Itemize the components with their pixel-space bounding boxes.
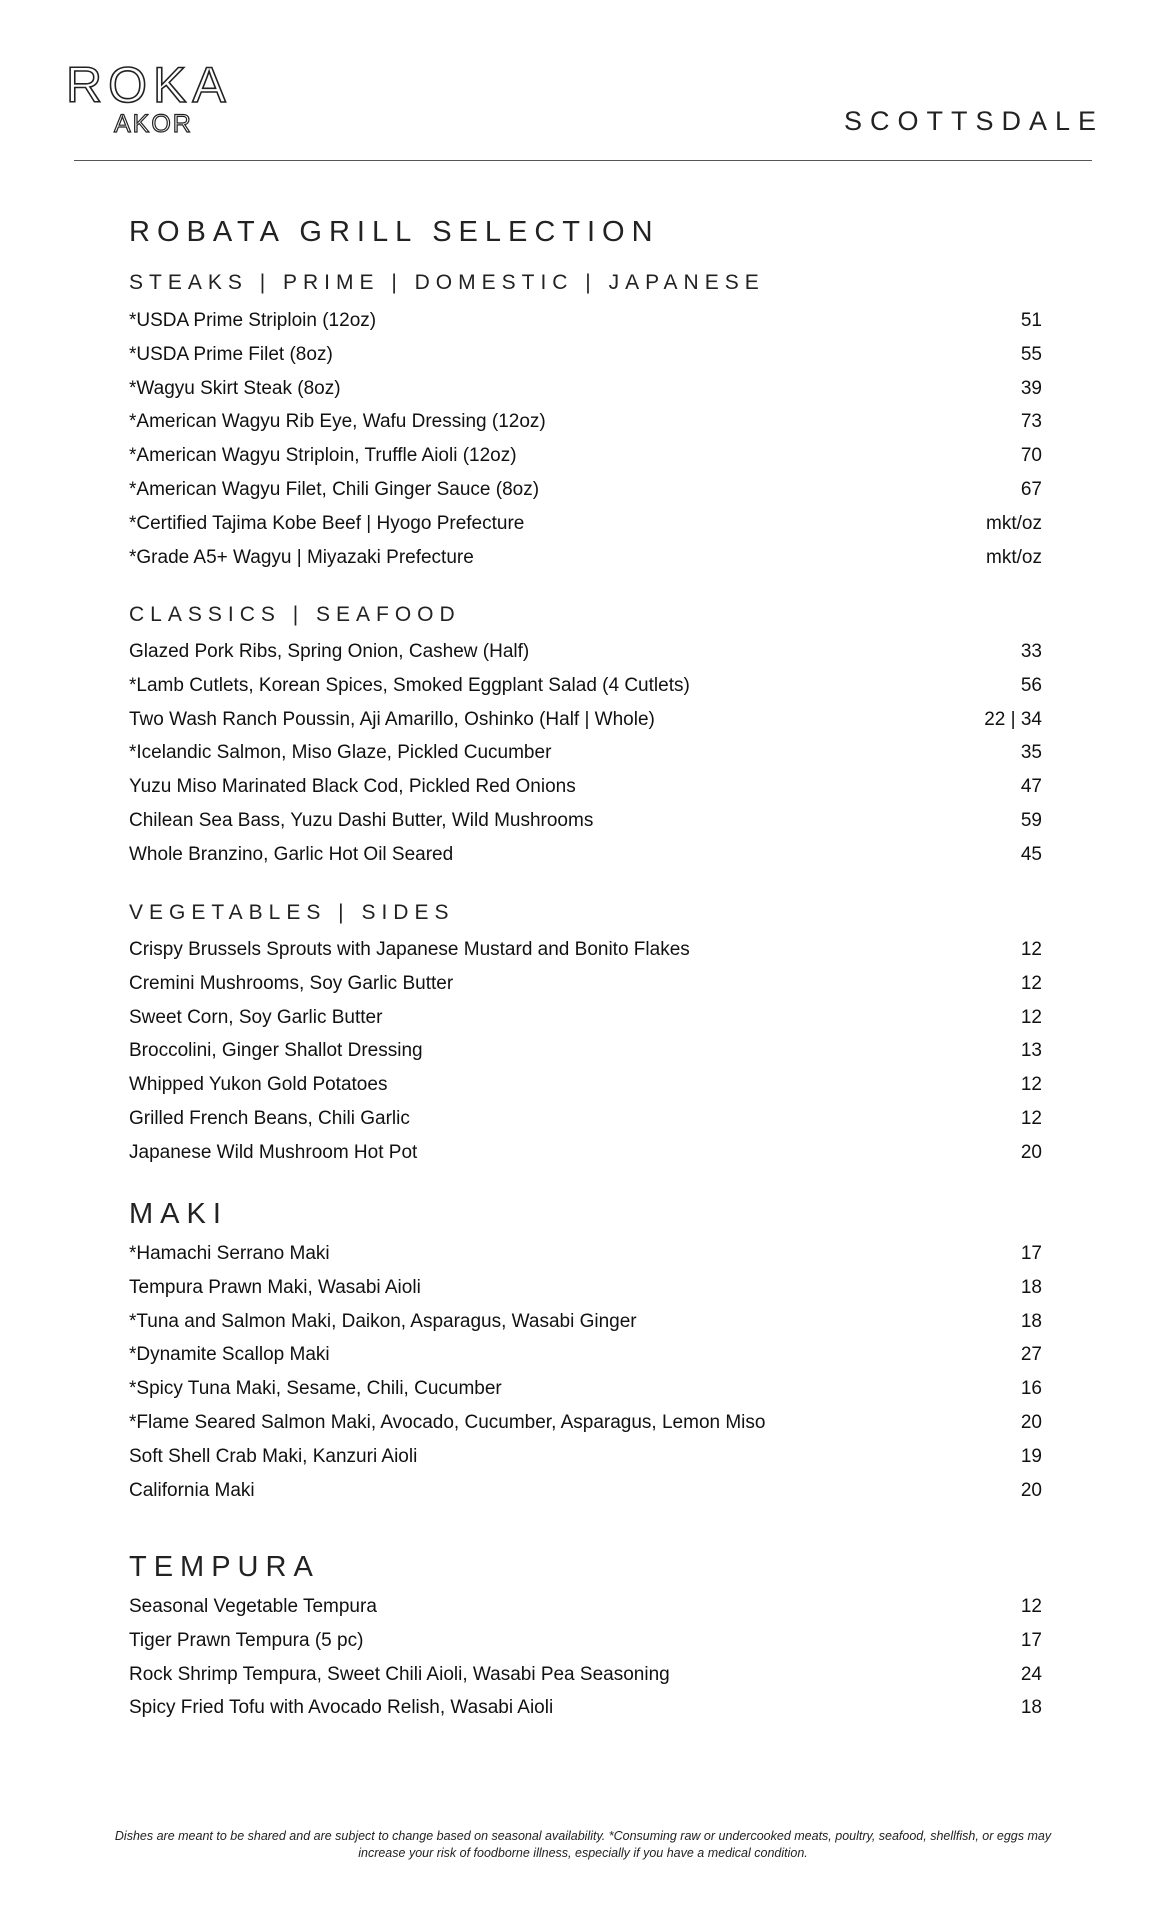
menu-item — [129, 1040, 1042, 1074]
logo-wordmark: ROKA — [66, 60, 232, 113]
menu-item — [129, 939, 1042, 973]
menu-item — [129, 411, 1042, 445]
tempura-heading: TEMPURA — [129, 1551, 320, 1583]
menu-item — [129, 1277, 1042, 1311]
item-price: 20 — [1020, 1411, 1042, 1433]
item-price: 18 — [1020, 1697, 1042, 1719]
item-name: Seasonal Vegetable Tempura — [129, 1596, 377, 1617]
item-price: 24 — [1020, 1663, 1042, 1685]
item-price: 17 — [1020, 1243, 1042, 1264]
item-name: Rock Shrimp Tempura, Sweet Chili Aioli, Wasabi Pea Seasoning — [129, 1663, 670, 1685]
item-name: California Maki — [129, 1479, 255, 1501]
item-name: *Tuna and Salmon Maki, Daikon, Asparagus, Wasabi Ginger — [129, 1310, 637, 1332]
roka-akor-logo — [66, 60, 256, 140]
item-name: *USDA Prime Filet (8oz) — [129, 343, 333, 365]
item-name: Whole Branzino, Garlic Hot Oil Seared — [129, 843, 454, 865]
menu-item — [129, 1697, 1042, 1731]
item-name: *Icelandic Salmon, Miso Glaze, Pickled Cucumber — [129, 742, 552, 764]
item-name: Tiger Prawn Tempura (5 pc) — [129, 1629, 364, 1651]
menu-item — [129, 709, 1042, 743]
item-price: 20 — [1020, 1479, 1042, 1501]
menu-item — [129, 1243, 1042, 1277]
item-price: 12 — [1020, 1074, 1042, 1096]
maki-list — [129, 1243, 1042, 1513]
item-price: mkt/oz — [986, 512, 1042, 534]
item-price: 56 — [1020, 674, 1042, 696]
item-price: 12 — [1020, 939, 1042, 960]
item-price: 51 — [1020, 310, 1042, 331]
menu-item — [129, 1344, 1042, 1378]
menu-item — [129, 445, 1042, 479]
item-name: Soft Shell Crab Maki, Kanzuri Aioli — [129, 1445, 418, 1467]
item-price: 55 — [1020, 343, 1042, 365]
classics-list — [129, 641, 1042, 878]
menu-item — [129, 973, 1042, 1007]
item-name: *Grade A5+ Wagyu | Miyazaki Prefecture — [129, 546, 474, 568]
item-price: 45 — [1020, 843, 1042, 865]
item-price: 70 — [1020, 445, 1042, 467]
item-price: 18 — [1020, 1276, 1042, 1298]
tempura-list — [129, 1596, 1042, 1731]
item-price: 17 — [1020, 1629, 1042, 1651]
item-name: *Hamachi Serrano Maki — [129, 1243, 330, 1264]
item-price: 12 — [1020, 1596, 1042, 1617]
item-price: 12 — [1020, 972, 1042, 994]
item-price: 73 — [1020, 411, 1042, 433]
item-name: *American Wagyu Striploin, Truffle Aioli (12oz) — [129, 445, 517, 467]
menu-item — [129, 810, 1042, 844]
menu-item — [129, 1664, 1042, 1698]
item-name: *American Wagyu Filet, Chili Ginger Sauce (8oz) — [129, 478, 540, 500]
item-price: 27 — [1020, 1344, 1042, 1366]
item-name: Glazed Pork Ribs, Spring Onion, Cashew (Half) — [129, 641, 530, 662]
item-name: *Flame Seared Salmon Maki, Avocado, Cucumber, Asparagus, Lemon Miso — [129, 1411, 766, 1433]
item-name: Cremini Mushrooms, Soy Garlic Butter — [129, 972, 454, 994]
item-name: *Certified Tajima Kobe Beef | Hyogo Prefecture — [129, 512, 525, 534]
logo-subwordmark: AKOR — [114, 110, 193, 138]
item-price: 18 — [1020, 1310, 1042, 1332]
item-price: 39 — [1020, 377, 1042, 399]
menu-item — [129, 310, 1042, 344]
menu-item — [129, 479, 1042, 513]
item-name: *Lamb Cutlets, Korean Spices, Smoked Eggplant Salad (4 Cutlets) — [129, 674, 690, 696]
item-price: 12 — [1020, 1006, 1042, 1028]
menu-item — [129, 675, 1042, 709]
menu-item — [129, 1108, 1042, 1142]
steaks-heading: STEAKS | PRIME | DOMESTIC | JAPANESE — [129, 271, 765, 294]
vegetables-heading: VEGETABLES | SIDES — [129, 901, 455, 924]
item-price: 19 — [1020, 1445, 1042, 1467]
item-name: Spicy Fried Tofu with Avocado Relish, Wasabi Aioli — [129, 1697, 554, 1719]
item-name: *American Wagyu Rib Eye, Wafu Dressing (12oz) — [129, 411, 546, 433]
item-name: Grilled French Beans, Chili Garlic — [129, 1107, 410, 1129]
header-divider — [74, 160, 1092, 161]
menu-item — [129, 1378, 1042, 1412]
footer-disclaimer — [60, 1828, 1106, 1862]
menu-item — [129, 1412, 1042, 1446]
item-price: 33 — [1020, 641, 1042, 662]
item-price: 47 — [1020, 776, 1042, 798]
item-name: Tempura Prawn Maki, Wasabi Aioli — [129, 1276, 421, 1298]
item-price: 22 | 34 — [984, 708, 1042, 730]
menu-item — [129, 742, 1042, 776]
disclaimer-line-1: Dishes are meant to be shared and are subject to change based on seasonal availability. *Consuming raw or undercooked meats, poultry, seafood, shellfish, or eggs may — [114, 1829, 1052, 1843]
menu-item — [129, 547, 1042, 581]
item-price: 16 — [1020, 1378, 1042, 1400]
item-price: 35 — [1020, 742, 1042, 764]
item-name: Two Wash Ranch Poussin, Aji Amarillo, Oshinko (Half | Whole) — [129, 708, 655, 730]
classics-heading: CLASSICS | SEAFOOD — [129, 603, 461, 626]
item-name: *Dynamite Scallop Maki — [129, 1344, 330, 1366]
disclaimer-line-2: increase your risk of foodborne illness, especially if you have a medical condition. — [358, 1846, 808, 1860]
logo-mark — [66, 60, 256, 140]
steaks-list — [129, 310, 1042, 580]
menu-item — [129, 1446, 1042, 1480]
menu-item — [129, 344, 1042, 378]
menu-item — [129, 844, 1042, 878]
item-price: mkt/oz — [986, 546, 1042, 568]
menu-item — [129, 1007, 1042, 1041]
item-name: Japanese Wild Mushroom Hot Pot — [129, 1141, 418, 1163]
vegetables-list — [129, 939, 1042, 1176]
item-price: 67 — [1020, 478, 1042, 500]
menu-item — [129, 776, 1042, 810]
item-name: Crispy Brussels Sprouts with Japanese Mustard and Bonito Flakes — [129, 939, 690, 960]
menu-item — [129, 1480, 1042, 1514]
item-price: 12 — [1020, 1107, 1042, 1129]
item-name: *Spicy Tuna Maki, Sesame, Chili, Cucumber — [129, 1378, 502, 1400]
item-name: Broccolini, Ginger Shallot Dressing — [129, 1040, 423, 1062]
menu-item — [129, 513, 1042, 547]
menu-item — [129, 1630, 1042, 1664]
item-name: *USDA Prime Striploin (12oz) — [129, 310, 377, 331]
location-label: SCOTTSDALE — [843, 106, 1104, 136]
robata-grill-heading: ROBATA GRILL SELECTION — [129, 216, 660, 248]
menu-item — [129, 641, 1042, 675]
menu-item — [129, 1311, 1042, 1345]
menu-item — [129, 1596, 1042, 1630]
item-price: 13 — [1020, 1040, 1042, 1062]
item-name: *Wagyu Skirt Steak (8oz) — [129, 377, 341, 399]
item-name: Yuzu Miso Marinated Black Cod, Pickled Red Onions — [129, 776, 576, 798]
item-price: 59 — [1020, 809, 1042, 831]
maki-heading: MAKI — [129, 1198, 228, 1230]
item-name: Whipped Yukon Gold Potatoes — [129, 1074, 388, 1096]
menu-item — [129, 1142, 1042, 1176]
item-name: Chilean Sea Bass, Yuzu Dashi Butter, Wild Mushrooms — [129, 809, 594, 831]
menu-item — [129, 378, 1042, 412]
item-name: Sweet Corn, Soy Garlic Butter — [129, 1006, 383, 1028]
menu-item — [129, 1074, 1042, 1108]
item-price: 20 — [1020, 1141, 1042, 1163]
